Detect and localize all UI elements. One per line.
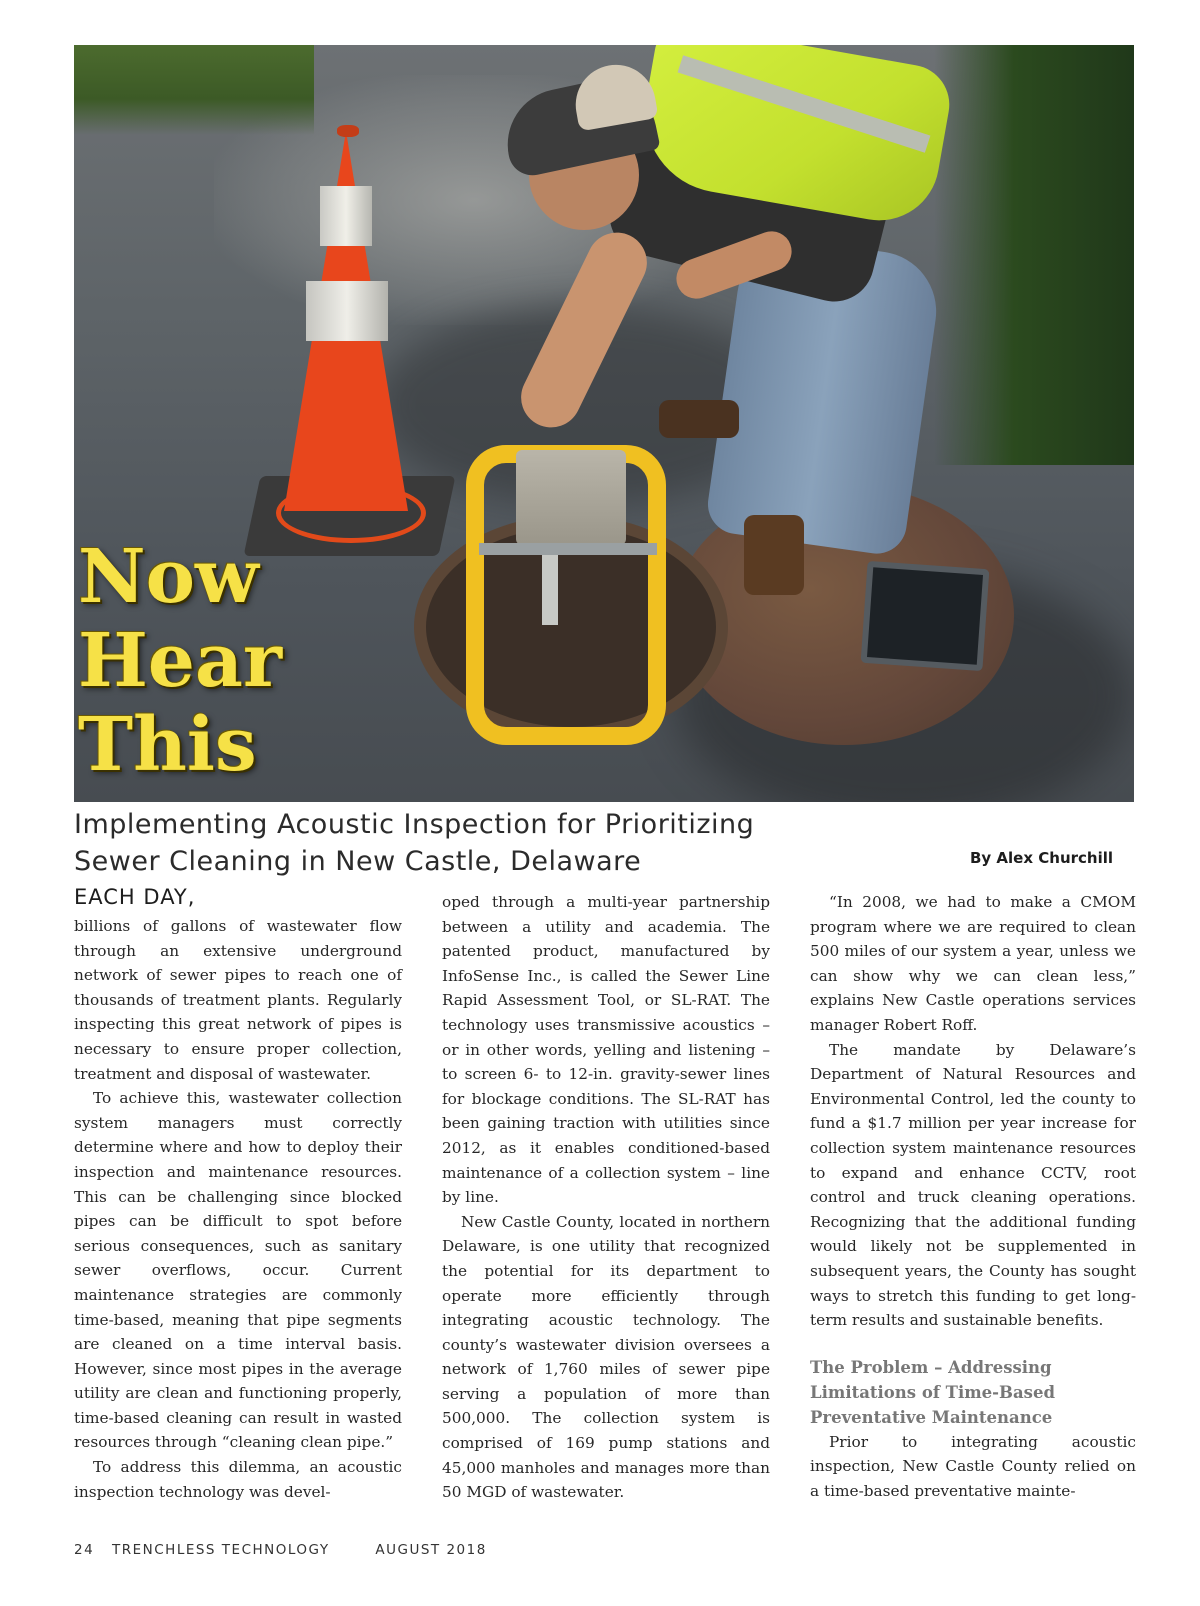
article-column-2	[442, 890, 770, 1505]
photo-grass-left	[74, 45, 314, 135]
article-subtitle	[74, 806, 894, 880]
photo-foliage-right	[934, 45, 1134, 465]
tablet-device	[861, 561, 990, 671]
paragraph: The mandate by Delaware’s Department of Natural Resources and Environmental Control, led the county to fund a $1.7 million per year increase for collection system maintenance resources to expand and enhance CCTV, root control and truck cleaning operations. Recognizing that the additional funding would likely not be supplemented in subsequent years, the County has sought ways to stretch this funding to get long-term results and sustainable benefits.	[810, 1040, 1136, 1330]
headline-line: Now	[78, 534, 259, 620]
paragraph: billions of gallons of wastewater flow through an extensive underground network of sewer pipes to reach one of thousands of treatment plants. Regularly inspecting this great network of pipes is necessary to ensure proper collection, treatment and disposal of wastewater.	[74, 917, 402, 1083]
page-number: 24	[74, 1542, 95, 1558]
subtitle-line: Sewer Cleaning in New Castle, Delaware	[74, 846, 642, 877]
author-byline: By Alex Churchill	[970, 849, 1114, 867]
article-headline	[78, 535, 282, 787]
publication-name: TRENCHLESS TECHNOLOGY	[111, 1542, 330, 1558]
subtitle-line: Implementing Acoustic Inspection for Prioritizing	[74, 809, 755, 840]
paragraph: To address this dilemma, an acoustic inspection technology was devel-	[74, 1458, 402, 1501]
headline-line: Hear	[78, 618, 282, 704]
traffic-cone-icon	[262, 131, 432, 531]
paragraph: New Castle County, located in northern Delaware, is one utility that recognized the potential for its department to operate more efficiently through integrating acoustic technology. The county’s wastewater division oversees a network of 1,760 miles of sewer pipe serving a population of more than 500,000. The collection system is comprised of 169 pump stations and 45,000 manholes and manages more than 50 MGD of wastewater.	[442, 1212, 770, 1502]
sl-rat-device-pipe	[542, 555, 558, 625]
section-heading: The Problem – Addressing Limitations of Time-Based Preventative Maintenance	[810, 1357, 1055, 1427]
paragraph: Prior to integrating acoustic inspection, New Castle County relied on a time-based preventative mainte-	[810, 1432, 1136, 1500]
sl-rat-device-bar	[479, 543, 657, 555]
headline-line: This	[78, 702, 257, 788]
issue-date: AUGUST 2018	[375, 1542, 487, 1558]
sl-rat-device-unit	[516, 450, 626, 545]
article-column-1	[74, 880, 402, 1504]
article-column-3	[810, 890, 1136, 1503]
paragraph: “In 2008, we had to make a CMOM program where we are required to clean 500 miles of our system a year, unless we can show why we can clean less,” explains New Castle operations services manager Robert Roff.	[810, 893, 1136, 1034]
lead-in-text: EACH DAY,	[74, 885, 196, 909]
page-footer	[74, 1542, 487, 1558]
paragraph: To achieve this, wastewater collection system managers must correctly determine where and how to deploy their inspection and maintenance resources. This can be challenging since blocked pipes can be difficult to spot before serious consequences, such as sanitary sewer overflows, occur. Current maintenance strategies are commonly time-based, meaning that pipe segments are cleaned on a time interval basis. However, since most pipes in the average utility are clean and functioning properly, time-based cleaning can result in wasted resources through “cleaning clean pipe.”	[74, 1089, 402, 1452]
paragraph: oped through a multi-year partnership between a utility and academia. The patented product, manufactured by InfoSense Inc., is called the Sewer Line Rapid Assessment Tool, or SL-RAT. The technology uses transmissive acoustics – or in other words, yelling and listening – to screen 6- to 12-in. gravity-sewer lines for blockage conditions. The SL-RAT has been gaining traction with utilities since 2012, as it enables conditioned-based maintenance of a collection system – line by line.	[442, 893, 770, 1207]
